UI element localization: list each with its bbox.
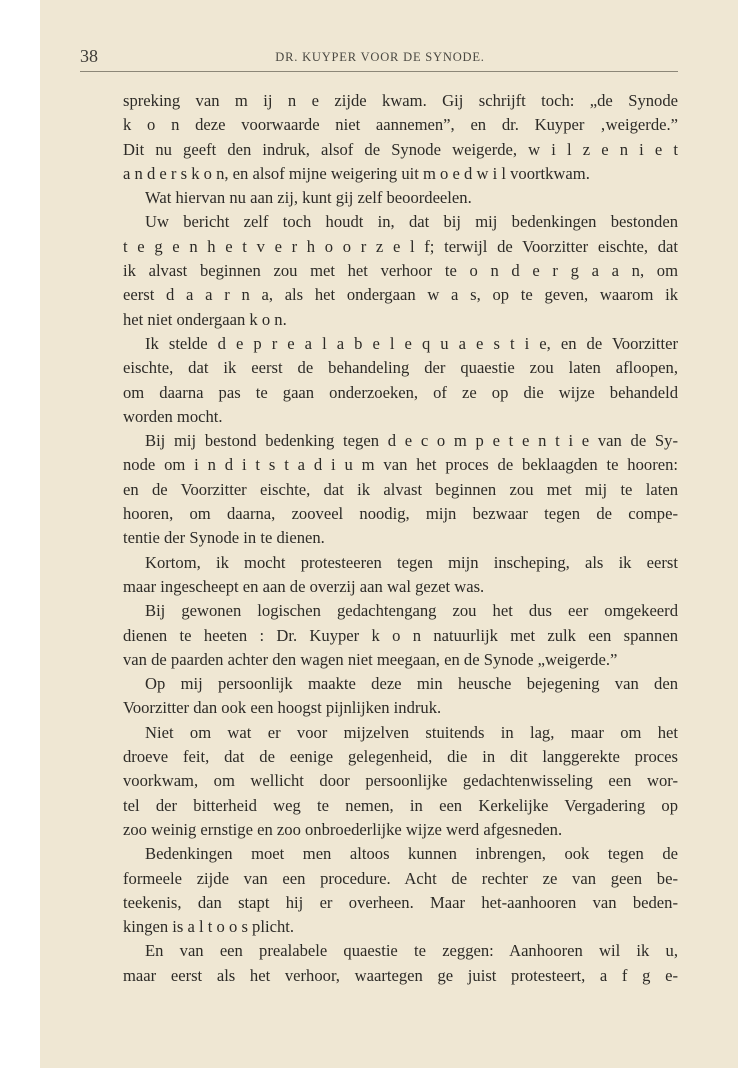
header-rule bbox=[80, 71, 678, 72]
text-line: ik alvast beginnen zou met het verhoor te o n d e r g a a n, om bbox=[123, 261, 678, 281]
text-line: Niet om wat er voor mijzelven stuitends in lag, maar om het bbox=[145, 722, 678, 742]
running-head: DR. KUYPER VOOR DE SYNODE. bbox=[275, 50, 485, 64]
text-line: zoo weinig ernstige en zoo onbroederlijke wijze werd afgesneden. bbox=[123, 819, 563, 839]
text-line: En van een prealabele quaestie te zeggen: Aanhooren wil ik u, bbox=[145, 941, 678, 961]
text-line: van de paarden achter den wagen niet meegaan, en de Synode „weigerde.” bbox=[123, 649, 618, 669]
text-line: Op mij persoonlijk maakte deze min heusche bejegening van den bbox=[145, 674, 678, 694]
paragraph bbox=[123, 186, 678, 210]
paragraph bbox=[123, 429, 678, 550]
text-line: Wat hiervan nu aan zij, kunt gij zelf beoordeelen. bbox=[145, 188, 472, 208]
text-line: Ik stelde d e p r e a l a b e l e q u a e s t i e, en de Voorzitter bbox=[145, 333, 678, 353]
text-line: kingen is a l t o o s plicht. bbox=[123, 917, 294, 937]
text-line: om daarna pas te gaan onderzoeken, of ze op die wijze behandeld bbox=[123, 382, 678, 402]
text-line: maar eerst als het verhoor, waartegen ge juist protesteert, a f g e- bbox=[123, 965, 678, 985]
text-line: Uw bericht zelf toch houdt in, dat bij mij bedenkingen bestonden bbox=[145, 212, 678, 232]
text-line: en de Voorzitter eischte, dat ik alvast beginnen zou met mij te laten bbox=[123, 479, 678, 499]
text-line: spreking van m ij n e zijde kwam. Gij schrijft toch: „de Synode bbox=[123, 91, 678, 110]
text-line: eischte, dat ik eerst de behandeling der quaestie zou laten afloopen, bbox=[123, 358, 678, 378]
text-line: tel der bitterheid weg te nemen, in een Kerkelijke Vergadering op bbox=[123, 795, 678, 815]
paragraph bbox=[123, 551, 678, 600]
text-line: Bij gewonen logischen gedachtengang zou het dus eer omgekeerd bbox=[145, 601, 678, 621]
text-line: Kortom, ik mocht protesteeren tegen mijn inscheping, als ik eerst bbox=[145, 552, 678, 572]
text-line: k o n deze voorwaarde niet aannemen”, en dr. Kuyper ‚weigerde.” bbox=[123, 115, 678, 135]
paragraph bbox=[123, 939, 678, 988]
text-line: worden mocht. bbox=[123, 406, 223, 426]
text-line: formeele zijde van een procedure. Acht de rechter ze van geen be- bbox=[123, 868, 678, 888]
text-line: Dit nu geeft den indruk, alsof de Synode weigerde, w i l z e n i e t bbox=[123, 139, 678, 159]
text-line: Bedenkingen moet men altoos kunnen inbrengen, ook tegen de bbox=[145, 844, 678, 864]
text-line: Bij mij bestond bedenking tegen d e c o m p e t e n t i e van de Sy- bbox=[145, 431, 678, 451]
text-line: node om i n d i t s t a d i u m van het proces de beklaagden te hooren: bbox=[123, 455, 678, 475]
text-line: Voorzitter dan ook een hoogst pijnlijken indruk. bbox=[123, 698, 442, 718]
text-line: t e g e n h e t v e r h o o r z e l f; terwijl de Voorzitter eischte, dat bbox=[123, 236, 678, 256]
paragraph bbox=[123, 721, 678, 842]
paragraph bbox=[123, 89, 678, 186]
scan-margin bbox=[0, 0, 40, 1068]
paragraph bbox=[123, 210, 678, 331]
text-line: tentie der Synode in te dienen. bbox=[123, 528, 325, 548]
page-number: 38 bbox=[80, 46, 98, 66]
paragraph bbox=[123, 842, 678, 939]
paragraph bbox=[123, 599, 678, 672]
page-header bbox=[80, 40, 680, 70]
text-line: het niet ondergaan k o n. bbox=[123, 309, 287, 329]
text-line: voorkwam, om wellicht door persoonlijke gedachtenwisseling een wor- bbox=[123, 771, 678, 791]
text-line: teekenis, dan stapt hij er overheen. Maar het-aanhooren van beden- bbox=[123, 892, 678, 912]
text-line: hooren, om daarna, zooveel noodig, mijn bezwaar tegen de compe- bbox=[123, 504, 678, 524]
paragraph bbox=[123, 672, 678, 721]
text-line: dienen te heeten : Dr. Kuyper k o n natuurlijk met zulk een spannen bbox=[123, 625, 678, 645]
text-line: maar ingescheept en aan de overzij aan wal gezet was. bbox=[123, 576, 485, 596]
text-line: droeve feit, dat de eenige gelegenheid, die in dit langgerekte proces bbox=[123, 747, 678, 767]
body-text bbox=[123, 89, 678, 988]
text-line: eerst d a a r n a, als het ondergaan w a s, op te geven, waarom ik bbox=[123, 285, 678, 305]
text-line: a n d e r s k o n, en alsof mijne weigering uit m o e d w i l voortkwam. bbox=[123, 163, 590, 183]
paragraph bbox=[123, 332, 678, 429]
